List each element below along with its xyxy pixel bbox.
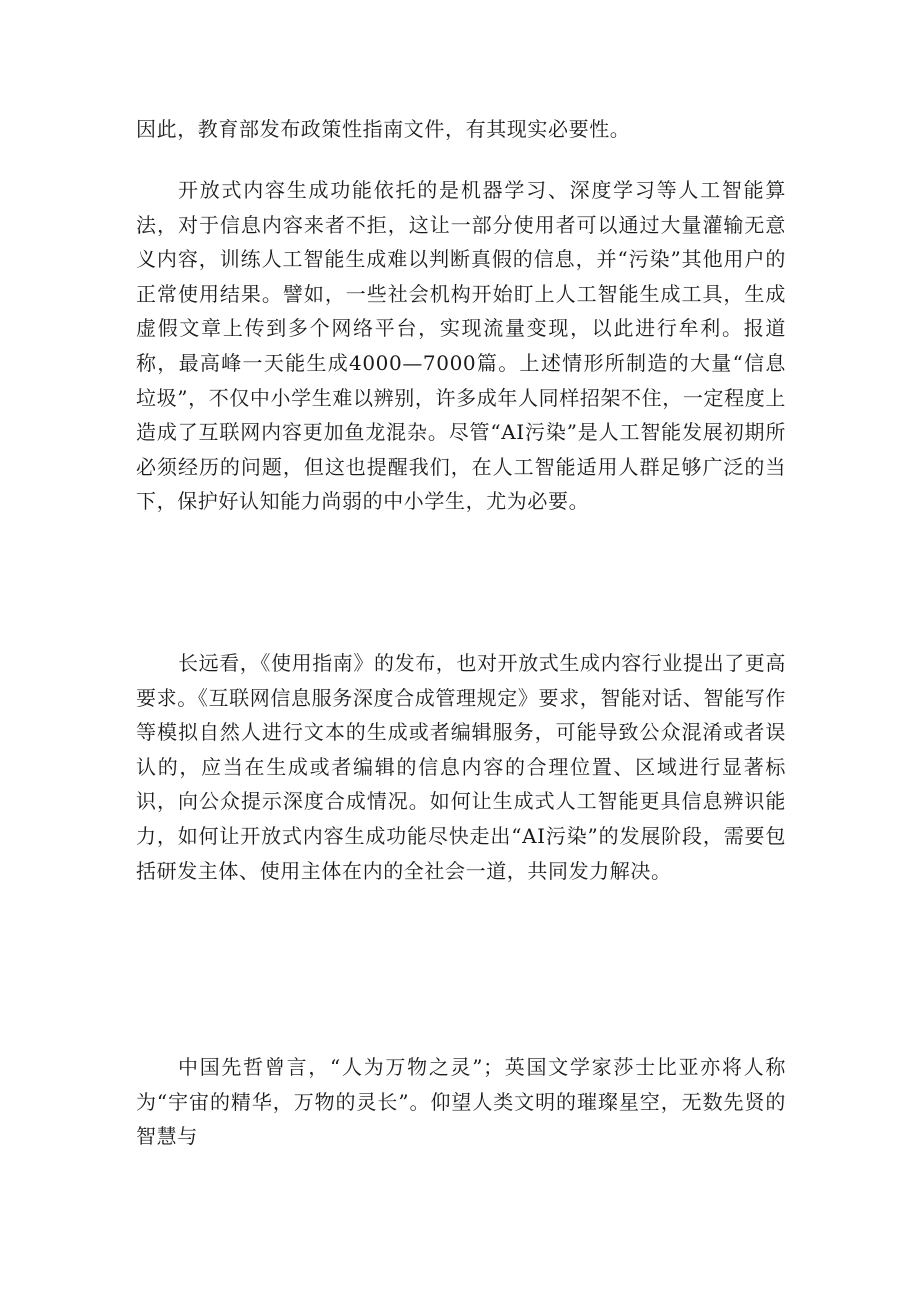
paragraph-conclusion: 因此，教育部发布政策性指南文件，有其现实必要性。 xyxy=(136,117,631,141)
paragraph-ai-pollution: 开放式内容生成功能依托的是机器学习、深度学习等人工智能算法，对于信息内容来者不拒，这让一部分使用者可以通过大量灌输无意义内容，训练人工智能生成难以判断真假的信息，并“污染”其他用户的正常使用结果。譬如，一些社会机构开始盯上人工智能生成工具，生成虚假文章上传到多个网络平台，实现流量变现，以此进行牟利。报道称，最高峰一天能生成4000—7000篇。上述情形所制造的大量“信息垃圾”，不仅中小学生难以辨别，许多成年人同样招架不住，一定程度上造成了互联网内容更加鱼龙混杂。尽管“AI污染”是人工智能发展初期所必须经历的问题，但这也提醒我们，在人工智能适用人群足够广泛的当下，保护好认知能力尚弱的中小学生，尤为必要。 xyxy=(136,178,786,514)
paragraph-long-term: 长远看，《使用指南》的发布，也对开放式生成内容行业提出了更高要求。《互联网信息服务深度合成管理规定》要求，智能对话、智能写作等模拟自然人进行文本的生成或者编辑服务，可能导致公众混淆或者误认的，应当在生成或者编辑的信息内容的合理位置、区域进行显著标识，向公众提示深度合成情况。如何让生成式人工智能更具信息辨识能力，如何让开放式内容生成功能尽快走出“AI污染”的发展阶段，需要包括研发主体、使用主体在内的全社会一道，共同发力解决。 xyxy=(136,651,786,883)
paragraph-human-wisdom: 中国先哲曾言，“人为万物之灵”；英国文学家莎士比亚亦将人称为“宇宙的精华，万物的灵长”。仰望人类文明的璀璨星空，无数先贤的智慧与 xyxy=(136,1055,786,1149)
